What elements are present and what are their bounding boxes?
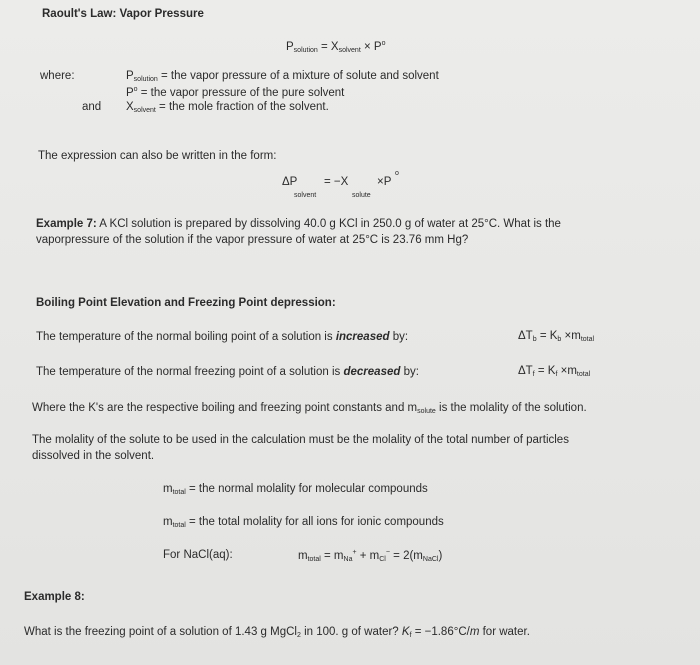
fp-statement: The temperature of the normal freezing point of a solution is decreased by:: [36, 366, 419, 378]
page-title: Raoult's Law: Vapor Pressure: [42, 8, 204, 20]
raoult-formula: $P_{solution} = X_{solvent} \times P^o$: [286, 40, 386, 54]
example7-line1: Example 7: A KCl solution is prepared by dissolving 40.0 g KCl in 250.0 g of water at 25°C. What is the: [36, 218, 561, 230]
definition-xsolvent: $X_{solvent}$ = the mole fraction of the solvent.: [126, 101, 329, 114]
mtotal-ionic: $m_{total}$ = the total molality for all ions for ionic compounds: [163, 516, 444, 529]
molality-line1: The molality of the solute to be used in the calculation must be the molality of the total number of particles: [32, 434, 569, 446]
fp-formula: $\Delta T_f = K_f \times m_{total}$: [518, 365, 591, 378]
mtotal-molecular: $m_{total}$ = the normal molality for molecular compounds: [163, 483, 428, 496]
definition-p0: $P^o$ = the vapor pressure of the pure solvent: [126, 86, 345, 99]
example8-label: Example 8:: [24, 591, 85, 603]
molality-line2: dissolved in the solvent.: [32, 450, 155, 462]
definition-psolution: $P_{solution}$ = the vapor pressure of a mixture of solute and solvent: [126, 70, 439, 83]
bp-formula: $\Delta T_b = K_b \times m_{total}$: [518, 330, 595, 343]
bp-fp-heading: Boiling Point Elevation and Freezing Point depression:: [36, 297, 336, 309]
example7-line2: vaporpressure of the solution if the vapor pressure of water at 25°C is 23.76 mm Hg?: [36, 234, 469, 246]
bp-statement: The temperature of the normal boiling point of a solution is increased by:: [36, 331, 409, 343]
and-label: and: [82, 101, 102, 113]
constants-statement: Where the K's are the respective boiling and freezing point constants and $m_{solute}$ is the molality of the solution.: [32, 402, 587, 415]
nacl-label: For NaCl(aq):: [163, 549, 233, 561]
where-label: where:: [40, 70, 75, 82]
alt-form-intro: The expression can also be written in the form:: [38, 150, 277, 162]
example8-question: What is the freezing point of a solution of 1.43 g MgCl$_2$ in 100. g of water? $K_f = -1.86^\circ C/m$ for water.: [24, 626, 530, 639]
alt-formula: ΔP = −X ×P o solvent solute: [282, 170, 399, 199]
nacl-formula: $m_{total} = m_{Na}^+ + m_{Cl}^- = 2(m_{NaCl})$: [298, 549, 443, 563]
